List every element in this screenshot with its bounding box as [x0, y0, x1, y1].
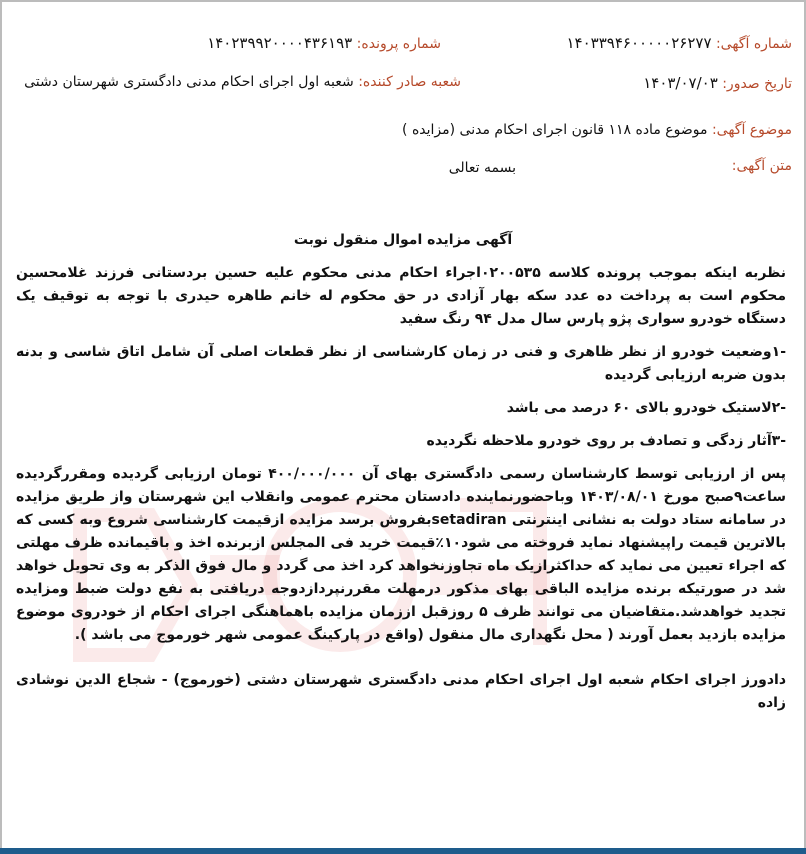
notice-number-label: شماره آگهی:	[715, 36, 792, 52]
issuer: شعبه اول اجرای احکام مدنی دادگستری شهرستان دشتی	[24, 74, 354, 90]
site-name: setadiran	[431, 512, 507, 528]
item-damage: -۳آثار زدگی و تصادف بر روی خودرو ملاحظه نگردیده	[426, 433, 786, 449]
subject: موضوع ماده ۱۱۸ قانون اجرای احکام مدنی (مزایده )	[402, 122, 708, 138]
invocation-row	[449, 160, 516, 176]
file-number: ۱۴۰۲۳۹۹۲۰۰۰۰۴۳۶۱۹۳	[207, 34, 353, 52]
file-number-label: شماره پرونده:	[356, 36, 441, 52]
notice-title: آگهی مزایده اموال منقول نوبت	[293, 232, 513, 248]
issuer-row	[24, 74, 461, 90]
item-condition: -۱وضعیت خودرو از نظر ظاهری و فنی در زمان کارشناسی از نظر قطعات اصلی آن شامل اتاق شاسی و بدنه بدون ضربه ارزیابی گردیده	[16, 344, 786, 383]
paragraph-intro: نظربه اینکه بموجب پرونده کلاسه ۰۲۰۰۵۳۵اجراء احکام مدنی محکوم علیه حسین بردستانی فرزند غلامحسین محکوم است به پرداخت ده عدد سکه بهار آزادی در حق محکوم له خانم طاهره حیدری با توجه به توقیف یک دستگاه خودرو سواری پژو پارس سال مدل ۹۴ رنگ سفید	[16, 265, 786, 327]
signature: دادورز اجرای احکام شعبه اول اجرای احکام مدنی دادگستری شهرستان دشتی (خورموج) - شجاع الدین نوشادی زاده	[16, 672, 786, 711]
terms-part-1: پس از ارزیابی توسط کارشناسان رسمی دادگستری بهای آن ۴۰۰/۰۰۰/۰۰۰ تومان ارزیابی گردیده ومقررگردیده ساعت۹صبح مورخ ۱۴۰۳/۰۸/۰۱ وباحضورنماینده دادستان محترم عمومی وانقلاب این شهرستان واز طریق مزایده در سامانه ستاد دولت به نشانی اینترنتی	[16, 466, 786, 528]
file-number-row	[207, 34, 441, 52]
issue-date-label: تاریخ صدور:	[722, 76, 792, 92]
invocation: بسمه تعالی	[448, 160, 516, 176]
issue-date-row	[643, 74, 792, 92]
text-label-row	[732, 158, 792, 174]
notice-body	[16, 262, 786, 725]
bottom-bar	[0, 848, 806, 854]
notice-number: ۱۴۰۳۳۹۴۶۰۰۰۰۰۲۶۲۷۷	[566, 34, 712, 52]
terms-part-2: بفروش برسد مزایده ازقیمت کارشناسی شروع وبه کسی که بالاترین قیمت راپیشنهاد نماید فروخته می شود۱۰٪قیمت خرید فی المجلس ازبرنده اخذ و باقیمانده ظرف مهلتی که اجراء تعیین می نماید که حداکثرازیک ماه تجاوزنخواهد کرد اخذ می گردد و مال فوق الذکر به وی تحویل خواهد شد در صورتیکه برنده مزایده الباقی بهای مذکور درمهلت مقررنپردازدوجه دریافتی به نفع دولت ضبط ومزایده تجدید خواهدشد.متقاضیان می توانند ظرف ۵ روزقبل اززمان مزایده باهماهنگی اجرای احکام از خودروی موضوع مزایده بازدید بعمل آورند ( محل نگهداری مال منقول (واقع در پارکینگ عمومی شهر خورموج می باشد ).	[16, 512, 786, 643]
notice-number-row	[566, 34, 792, 52]
subject-row	[402, 122, 792, 138]
issue-date: ۱۴۰۳/۰۷/۰۳	[643, 74, 718, 92]
paragraph-terms	[16, 463, 786, 647]
item-tires: -۲لاستیک خودرو بالای ۶۰ درصد می باشد	[506, 400, 786, 416]
subject-label: موضوع آگهی:	[711, 122, 792, 138]
text-label: متن آگهی:	[731, 158, 792, 174]
issuer-label: شعبه صادر کننده:	[358, 74, 461, 90]
